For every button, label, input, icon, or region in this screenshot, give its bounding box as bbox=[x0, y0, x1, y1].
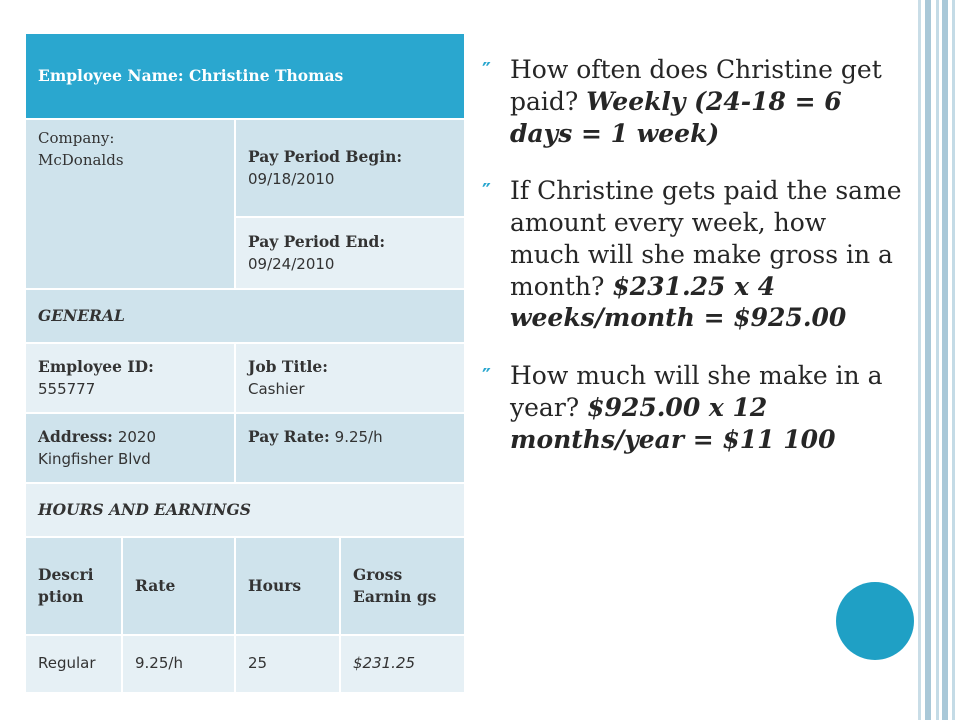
employee-id-cell: Employee ID: 555777 bbox=[25, 343, 235, 413]
decor-stripe bbox=[936, 0, 939, 720]
bullet-icon: ″ bbox=[482, 58, 491, 82]
general-heading: GENERAL bbox=[25, 289, 465, 343]
hours-earnings-heading: HOURS AND EARNINGS bbox=[25, 483, 465, 537]
column-header: Descri ption bbox=[25, 537, 122, 635]
table-cell: 9.25/h bbox=[122, 635, 235, 693]
decor-circle bbox=[836, 582, 914, 660]
table-cell: Regular bbox=[25, 635, 122, 693]
pay-rate-cell: Pay Rate: 9.25/h bbox=[235, 413, 465, 483]
company-cell: Company: McDonalds bbox=[25, 119, 235, 289]
list-item: ″ How often does Christine get paid? Weekly (24-18 = 6 days = 1 week) bbox=[482, 55, 882, 148]
decor-stripe bbox=[952, 0, 955, 720]
decor-stripe bbox=[918, 0, 921, 720]
employee-name-cell: Employee Name: Christine Thomas bbox=[25, 33, 465, 119]
decor-stripe bbox=[925, 0, 931, 720]
column-header: Gross Earnin gs bbox=[340, 537, 465, 635]
pay-stub-table bbox=[24, 32, 466, 694]
list-item: ″ How much will she make in a year? $925.00 x 12 months/year = $11 100 bbox=[482, 361, 883, 454]
column-header: Hours bbox=[235, 537, 340, 635]
bullet-icon: ″ bbox=[482, 179, 491, 204]
decor-stripe bbox=[942, 0, 948, 720]
bullet-icon: ″ bbox=[482, 364, 491, 388]
question-list bbox=[482, 54, 902, 481]
address-cell: Address: 2020 Kingfisher Blvd bbox=[25, 413, 235, 483]
table-cell: $231.25 bbox=[340, 635, 465, 693]
pay-period-end-cell: Pay Period End: 09/24/2010 bbox=[235, 217, 465, 289]
table-cell: 25 bbox=[235, 635, 340, 693]
pay-period-begin-cell: Pay Period Begin: 09/18/2010 bbox=[235, 119, 465, 217]
column-header: Rate bbox=[122, 537, 235, 635]
job-title-cell: Job Title: Cashier bbox=[235, 343, 465, 413]
list-item: ″ If Christine gets paid the same amount every week, how much will she make gross in a month? $231.25 x 4 weeks/month = $925.00 bbox=[482, 176, 902, 333]
